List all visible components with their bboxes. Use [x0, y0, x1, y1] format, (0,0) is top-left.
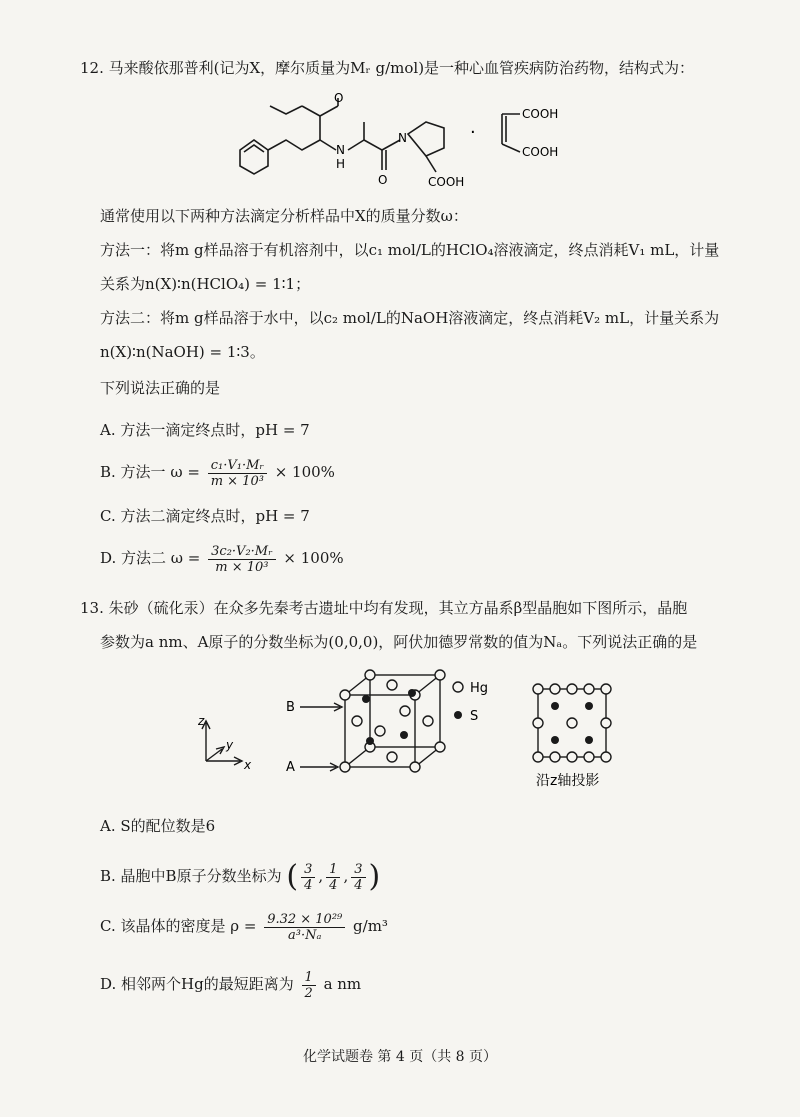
q12-option-d-numerator: 3c₂·V₂·Mᵣ: [208, 544, 275, 560]
q12-option-a: A. 方法一滴定终点时，pH = 7: [100, 421, 310, 439]
coord-x-den: 4: [304, 877, 313, 893]
maleic-cooh-bottom: COOH: [522, 145, 559, 159]
q13-option-d-unit: a nm: [323, 975, 362, 993]
q13-option-b-label: B. 晶胞中B原子分数坐标为: [100, 867, 282, 885]
q13-option-d-fraction: [302, 970, 316, 1001]
amine-n-label: N: [336, 143, 345, 157]
q13-option-c-fraction: [264, 912, 345, 943]
projection-caption: 沿z轴投影: [536, 773, 600, 789]
q12-option-d-label: D. 方法二 ω =: [100, 549, 201, 567]
coord-y-num: 1: [326, 862, 340, 878]
q12-stem: 12. 马来酸依那普利(记为X，摩尔质量为Mᵣ g/mol)是一种心血管疾病防治药物，结构式为：: [80, 59, 695, 77]
page-footer: 化学试题卷 第 4 页（共 8 页）: [302, 1049, 498, 1065]
q12-option-d-fraction: [208, 544, 275, 575]
amide-o-label: O: [378, 173, 388, 187]
q13-option-c-denominator: a³·Nₐ: [288, 927, 322, 943]
right-paren: ): [368, 859, 381, 894]
hgs-unit-cell-figure: [190, 665, 640, 815]
axis-z-label: z: [198, 714, 205, 728]
q13-option-c-label: C. 该晶体的密度是 ρ =: [100, 917, 257, 935]
hg-atoms: [340, 670, 445, 772]
q12-option-d: [100, 538, 344, 578]
q12-option-d-percent: × 100%: [283, 549, 344, 567]
q13-option-c-unit: g/m³: [353, 917, 388, 935]
legend-s-label: S: [470, 709, 479, 724]
q12-line1: 通常使用以下两种方法滴定分析样品中X的质量分数ω：: [100, 207, 468, 225]
q12-option-b-numerator: c₁·V₁·Mᵣ: [208, 458, 267, 474]
proline-cooh-label: COOH: [428, 175, 465, 189]
s-legend-icon: [454, 711, 462, 719]
coord-x-num: 3: [301, 862, 315, 878]
enalapril-maleate-structure: [230, 92, 670, 192]
q12-method1: 方法一：将m g样品溶于有机溶剂中，以c₁ mol/L的HClO₄溶液滴定，终点消耗V₁ mL，计量: [100, 241, 720, 259]
hg-legend-icon: [453, 682, 463, 692]
q12-option-b: [100, 452, 335, 492]
q13-option-b: B. 晶胞中B原子分数坐标为 ( $\frac{3}{4}$ , $\frac{1}{4}$ , $\frac{3}{4}$ ): [100, 859, 381, 894]
q13-option-d-numerator: 1: [302, 970, 316, 986]
legend-hg-label: Hg: [470, 681, 489, 696]
q12-option-c: C. 方法二滴定终点时，pH = 7: [100, 507, 310, 525]
left-paren: (: [286, 859, 299, 894]
proline-n-label: N: [398, 131, 407, 145]
axis-y-label: y: [226, 738, 234, 752]
coordinate-axes: [202, 721, 242, 765]
q13-option-d-denominator: 2: [304, 985, 313, 1001]
q12-option-b-label: B. 方法一 ω =: [100, 463, 200, 481]
salt-dot: ·: [470, 122, 476, 143]
q12-option-b-fraction: [208, 458, 267, 489]
atom-b-label: B: [286, 700, 295, 715]
axis-x-label: x: [244, 758, 252, 772]
q12-option-b-percent: × 100%: [274, 463, 335, 481]
q12-option-d-denominator: m × 10³: [215, 559, 269, 575]
amine-h-label: H: [336, 157, 346, 171]
q13-stem-line1: 13. 朱砂（硫化汞）在众多先秦考古遗址中均有发现，其立方晶系β型晶胞如下图所示，晶胞: [80, 599, 688, 617]
q12-method2-ratio: n(X)∶n(NaOH) = 1∶3。: [100, 343, 265, 361]
maleic-cooh-top: COOH: [522, 107, 559, 121]
q13-option-a: A. S的配位数是6: [100, 817, 216, 835]
q12-option-b-denominator: m × 10³: [210, 473, 264, 489]
coord-z-den: 4: [354, 877, 363, 893]
coord-z-num: 3: [351, 862, 365, 878]
q12-prompt: 下列说法正确的是: [100, 379, 221, 397]
z-projection-diagram: [533, 684, 611, 762]
q13-option-d-label: D. 相邻两个Hg的最短距离为: [100, 975, 294, 993]
q13-option-c: [100, 906, 388, 946]
ester-o-label: O: [334, 92, 344, 105]
q13-option-c-numerator: 9.32 × 10²⁹: [264, 912, 345, 928]
q12-method2: 方法二：将m g样品溶于水中，以c₂ mol/L的NaOH溶液滴定，终点消耗V₂ mL，计量关系为: [100, 309, 720, 327]
q13-stem-line2: 参数为a nm、A原子的分数坐标为(0,0,0)，阿伏加德罗常数的值为Nₐ。下列说法正确的是: [100, 633, 698, 651]
q13-option-d: [100, 964, 361, 1004]
coord-y-den: 4: [329, 877, 338, 893]
atom-a-label: A: [286, 760, 295, 775]
q12-method1-ratio: 关系为n(X)∶n(HClO₄) = 1∶1；: [100, 275, 311, 293]
